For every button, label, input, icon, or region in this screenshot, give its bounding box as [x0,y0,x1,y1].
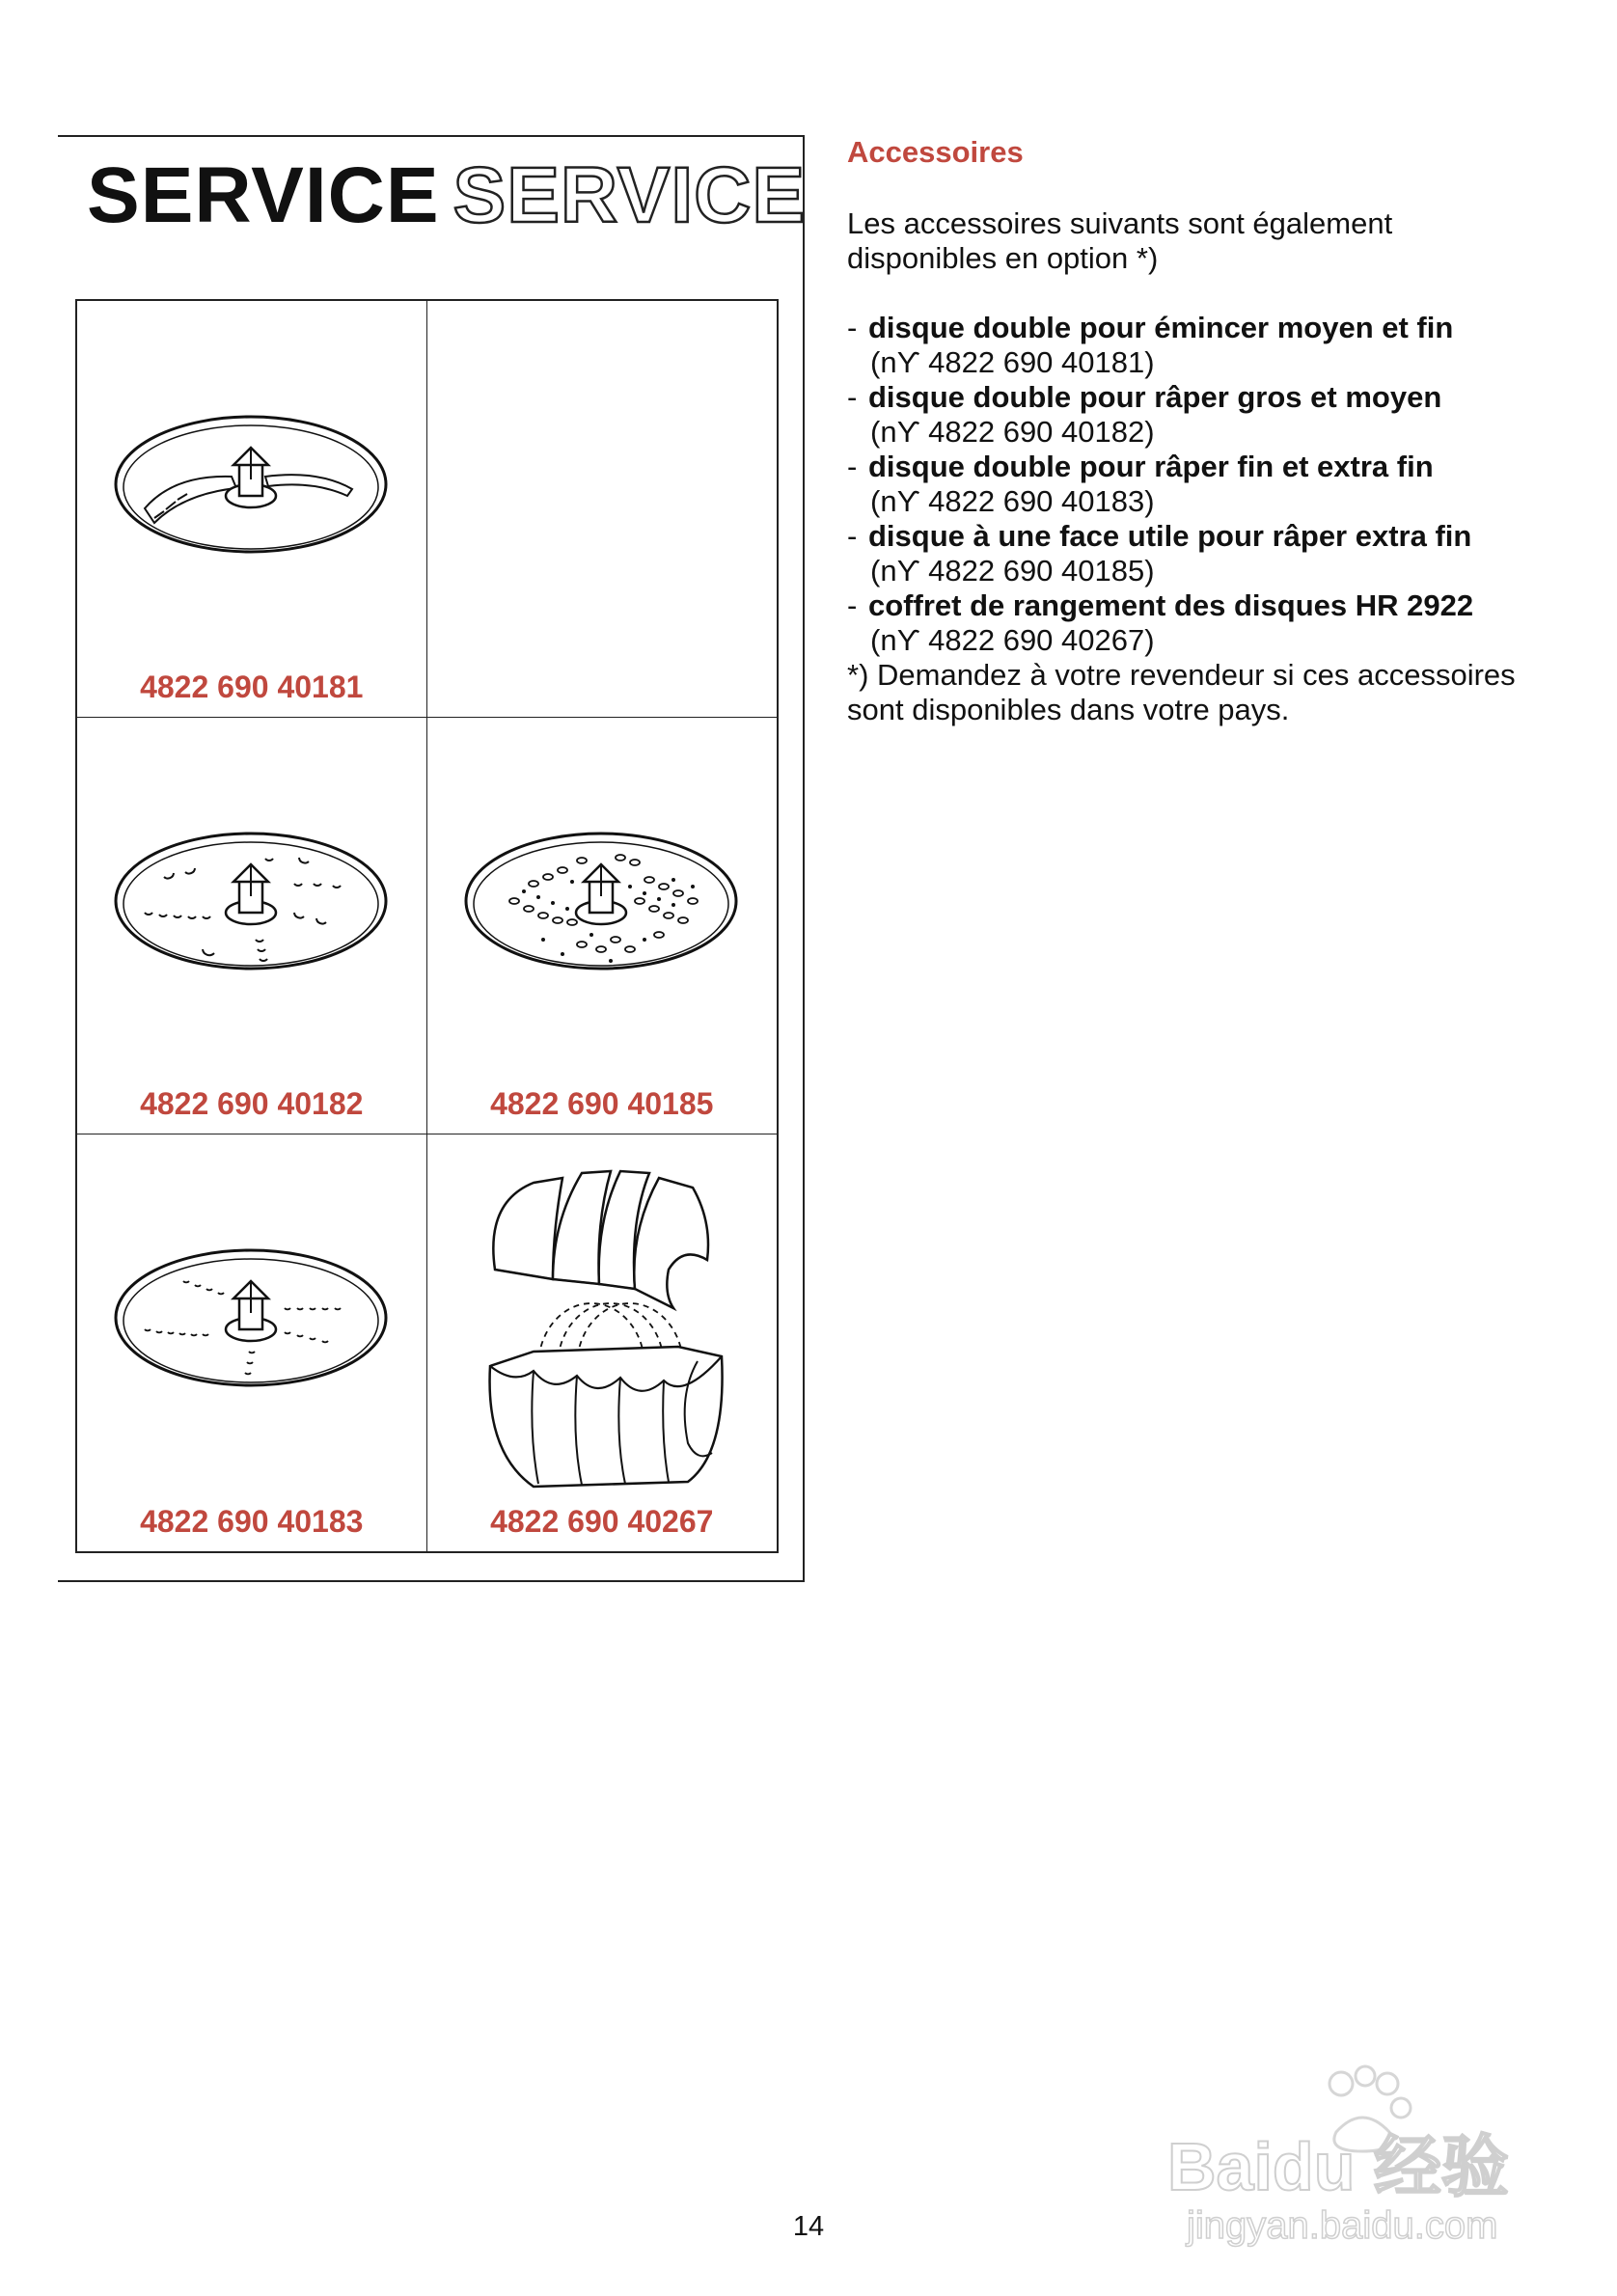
list-item [847,519,1542,588]
extra-fine-grating-disc-illustration [456,805,746,998]
disc-storage-box-illustration [476,1163,736,1491]
watermark-brand: Baidu 经验 [1167,2129,1509,2204]
fine-shredding-disc-illustration [106,1221,396,1414]
list-item [847,588,1542,658]
accessory-name: disque double pour émincer moyen et fin [868,311,1454,344]
part-cell-empty [427,301,778,718]
part-number: 4822 690 40181 [140,670,364,704]
accessories-list [847,311,1542,658]
parts-grid [75,299,779,1553]
service-panel [58,135,805,1582]
accessory-name: disque double pour râper fin et extra fin [868,450,1434,483]
part-number: 4822 690 40183 [140,1504,364,1539]
part-cell-40183 [77,1134,427,1551]
footnote: *) Demandez à votre revendeur si ces accessoires sont disponibles dans votre pays. [847,658,1516,726]
list-dash: - [847,588,858,622]
part-cell-40267 [427,1134,778,1551]
list-item [847,380,1542,450]
part-cell-40181 [77,301,427,718]
list-dash: - [847,519,858,553]
list-dash: - [847,450,858,483]
accessory-ref: (nϒ 4822 690 40182) [870,415,1155,449]
accessories-heading: Accessoires [847,135,1024,169]
accessories-section [847,135,1542,727]
accessory-ref: (nϒ 4822 690 40267) [870,623,1155,657]
watermark-url: jingyan.baidu.com [1187,2204,1498,2247]
accessories-intro: Les accessoires suivants sont également disponibles en option *) [847,206,1393,275]
list-item [847,311,1542,380]
page-number: 14 [792,2211,825,2242]
part-cell-40185 [427,718,778,1134]
service-title [87,151,807,239]
part-number: 4822 690 40182 [140,1086,364,1121]
list-dash: - [847,311,858,344]
service-title-solid: SERVICE [87,151,440,239]
accessory-ref: (nϒ 4822 690 40181) [870,345,1155,379]
accessory-ref: (nϒ 4822 690 40183) [870,484,1155,518]
service-title-outline: SERVICE [452,151,807,239]
accessory-name: disque double pour râper gros et moyen [868,380,1442,414]
list-dash: - [847,380,858,414]
part-number: 4822 690 40267 [490,1504,714,1539]
double-shredding-disc-illustration [106,805,396,998]
list-item [847,450,1542,519]
accessory-name: coffret de rangement des disques HR 2922 [868,588,1474,622]
part-cell-40182 [77,718,427,1134]
accessory-name: disque à une face utile pour râper extra fin [868,519,1472,553]
accessory-ref: (nϒ 4822 690 40185) [870,554,1155,588]
double-slicing-disc-illustration [106,388,396,581]
baidu-watermark-logo [1148,2055,1553,2248]
part-number: 4822 690 40185 [490,1086,714,1121]
